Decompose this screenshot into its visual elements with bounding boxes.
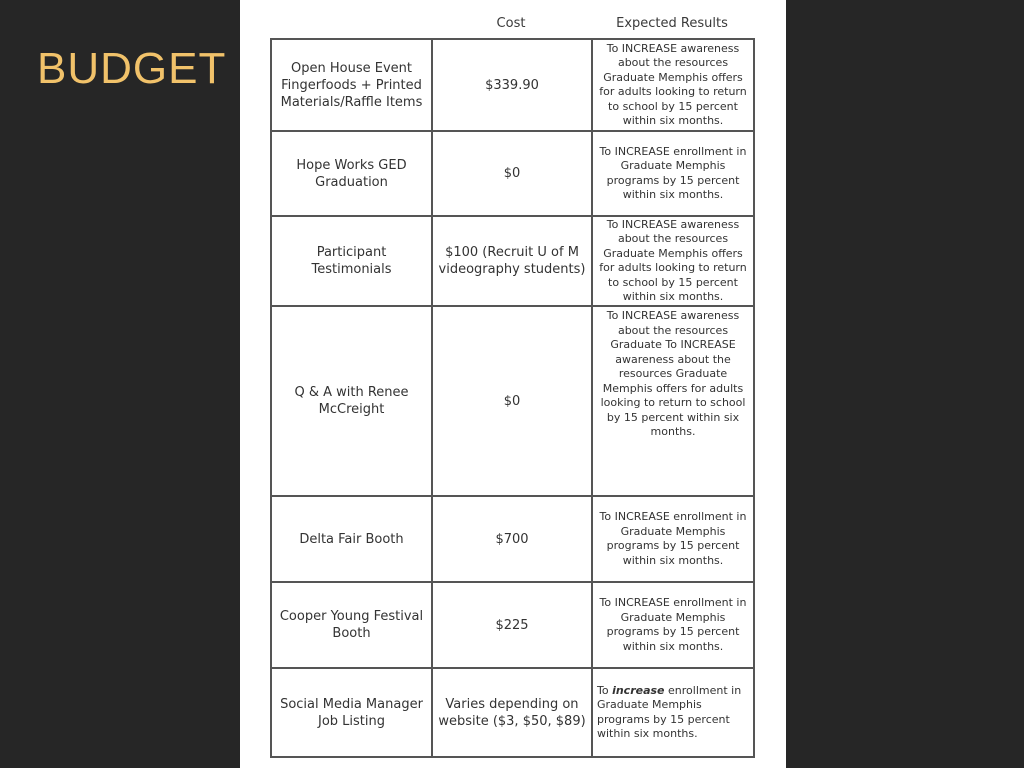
- result-emphasis: increase: [612, 683, 665, 697]
- table-row: [271, 216, 754, 306]
- cost-cell: $700: [432, 496, 592, 582]
- result-cell: To INCREASE awareness about the resources Graduate Memphis offers for adults looking to return to school by 15 percent within six months.: [592, 39, 754, 131]
- table-row: [271, 582, 754, 668]
- cost-cell: $225: [432, 582, 592, 668]
- result-prefix: To: [597, 683, 613, 697]
- results-column-header: Expected Results: [616, 16, 728, 31]
- result-suffix: enrollment in Graduate Memphis programs by 15 percent within six months.: [597, 683, 742, 740]
- cost-cell: $0: [432, 131, 592, 216]
- item-cell: Hope Works GED Graduation: [271, 131, 432, 216]
- result-cell: To INCREASE awareness about the resources Graduate Memphis offers for adults looking to return to school by 15 percent within six months.: [592, 216, 754, 306]
- item-cell: Delta Fair Booth: [271, 496, 432, 582]
- table-row: [271, 306, 754, 496]
- slide-title: BUDGET: [37, 44, 227, 93]
- table-row: [271, 496, 754, 582]
- result-cell: To INCREASE enrollment in Graduate Memphis programs by 15 percent within six months.: [592, 131, 754, 216]
- item-cell: Social Media Manager Job Listing: [271, 668, 432, 757]
- cost-column-header: Cost: [496, 16, 526, 31]
- cost-cell: $339.90: [432, 39, 592, 131]
- table-row: [271, 668, 754, 757]
- result-cell: To INCREASE awareness about the resources Graduate To INCREASE awareness about the resources Graduate Memphis offers for adults looking to return to school by 15 percent within six months.: [592, 306, 754, 496]
- budget-document: [240, 0, 786, 768]
- item-cell: Open House Event Fingerfoods + Printed Materials/Raffle Items: [271, 39, 432, 131]
- cost-cell: $100 (Recruit U of M videography students): [432, 216, 592, 306]
- item-cell: Cooper Young Festival Booth: [271, 582, 432, 668]
- budget-table: [270, 38, 755, 758]
- table-row: [271, 39, 754, 131]
- cost-cell: Varies depending on website ($3, $50, $89): [432, 668, 592, 757]
- item-cell: Participant Testimonials: [271, 216, 432, 306]
- result-cell: To INCREASE enrollment in Graduate Memphis programs by 15 percent within six months.: [592, 496, 754, 582]
- result-cell: To INCREASE enrollment in Graduate Memphis programs by 15 percent within six months.: [592, 582, 754, 668]
- table-row: [271, 131, 754, 216]
- result-cell: [592, 668, 754, 757]
- item-cell: Q & A with Renee McCreight: [271, 306, 432, 496]
- cost-cell: $0: [432, 306, 592, 496]
